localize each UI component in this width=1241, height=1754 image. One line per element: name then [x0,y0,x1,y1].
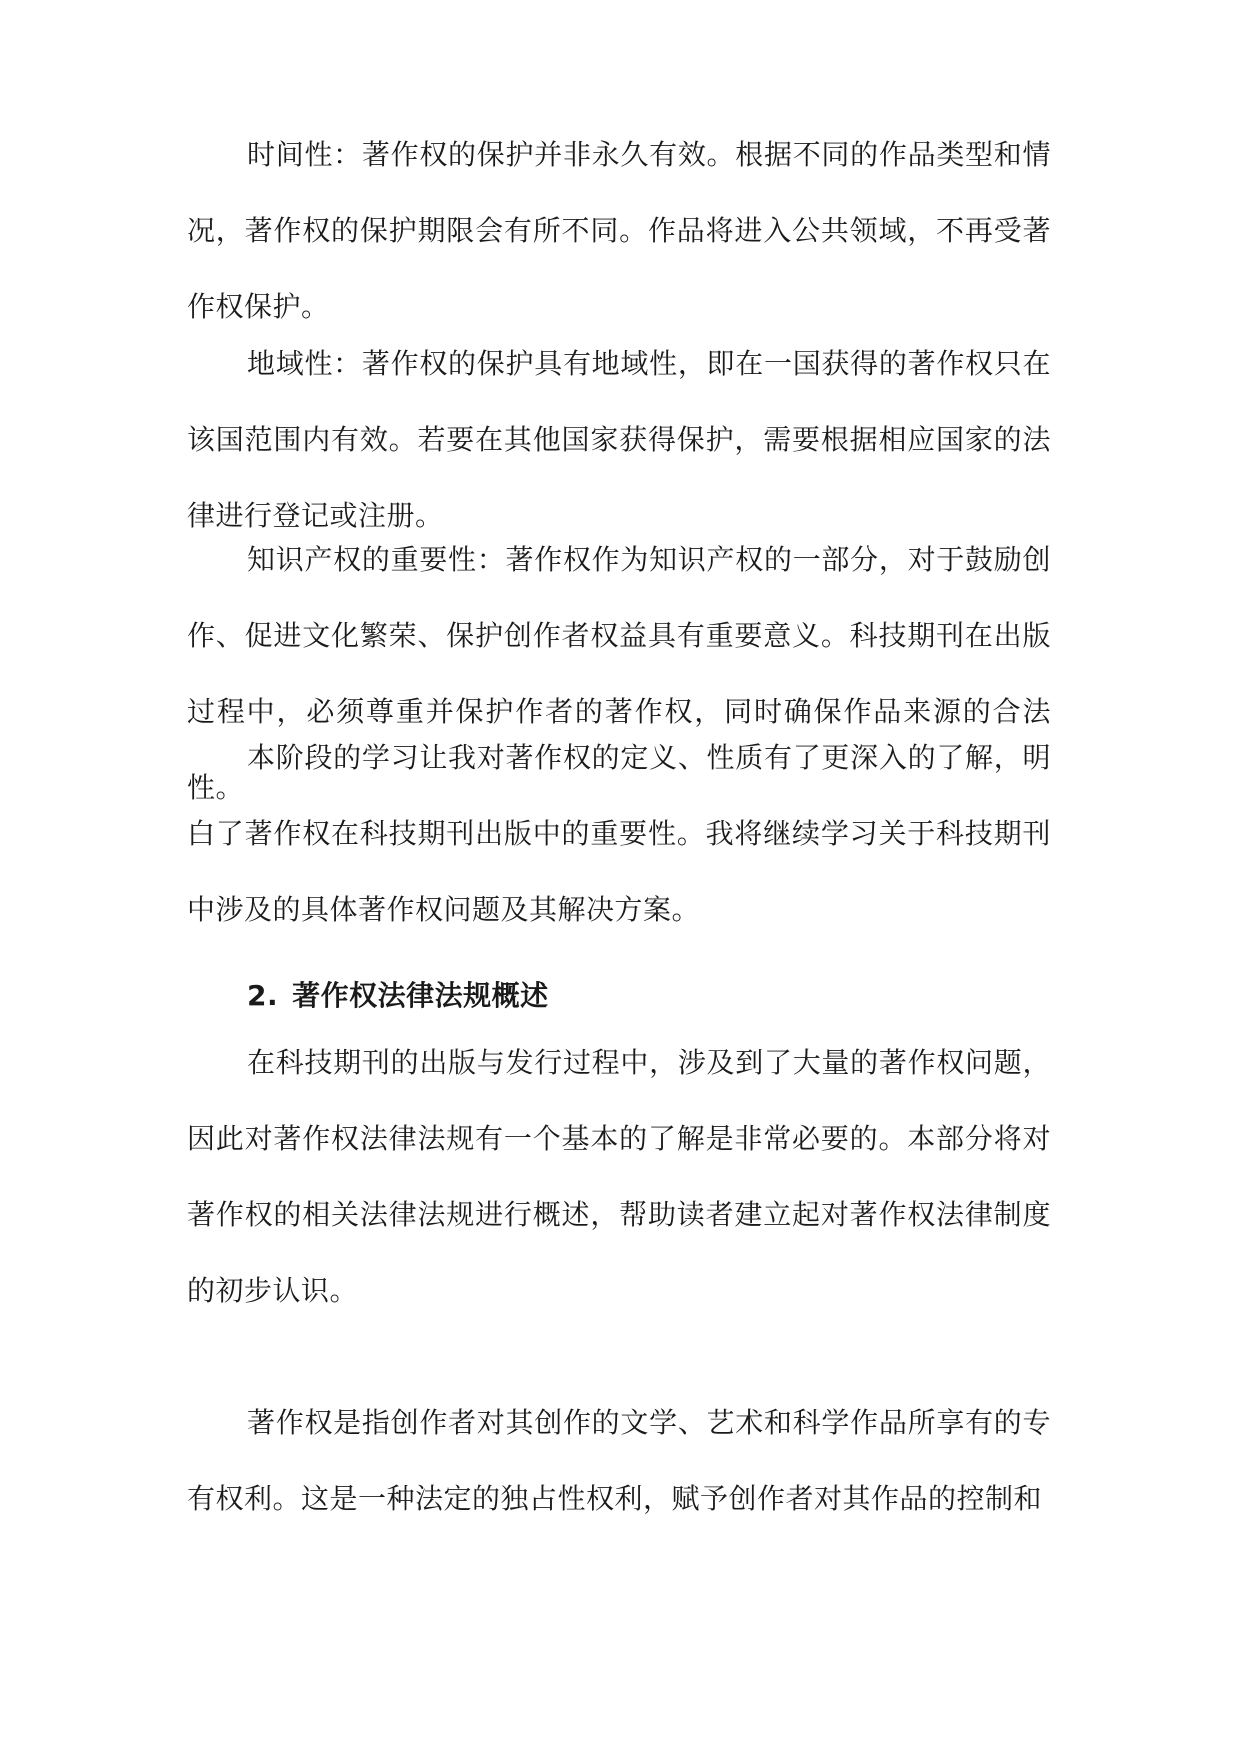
section-number: 2. [247,979,279,1012]
paragraph-copyright-definition: 著作权是指创作者对其创作的文学、艺术和科学作品所享有的专有权利。这是一种法定的独占性权利，赋予创作者对其作品的控制和 [187,1406,1051,1515]
paragraph-section-intro: 在科技期刊的出版与发行过程中，涉及到了大量的著作权问题，因此对著作权法律法规有一个基本的了解是非常必要的。本部分将对著作权的相关法律法规进行概述，帮助读者建立起对著作权法律制度的初步认识。 [187,1046,1051,1307]
section-title: 著作权法律法规概述 [292,979,549,1012]
paragraph-territoriality: 地域性：著作权的保护具有地域性，即在一国获得的著作权只在该国范围内有效。若要在其他国家获得保护，需要根据相应国家的法律进行登记或注册。 [187,347,1051,532]
paragraph-study-summary: 本阶段的学习让我对著作权的定义、性质有了更深入的了解，明白了著作权在科技期刊出版中的重要性。我将继续学习关于科技期刊中涉及的具体著作权问题及其解决方案。 [187,741,1051,926]
paragraph-time-limit: 时间性：著作权的保护并非永久有效。根据不同的作品类型和情况，著作权的保护期限会有所不同。作品将进入公共领域，不再受著作权保护。 [187,138,1051,323]
paragraph-ip-importance: 知识产权的重要性：著作权作为知识产权的一部分，对于鼓励创作、促进文化繁荣、保护创作者权益具有重要意义。科技期刊在出版过程中，必须尊重并保护作者的著作权，同时确保作品来源的合法性。 [187,543,1051,804]
section-heading [247,958,549,1034]
